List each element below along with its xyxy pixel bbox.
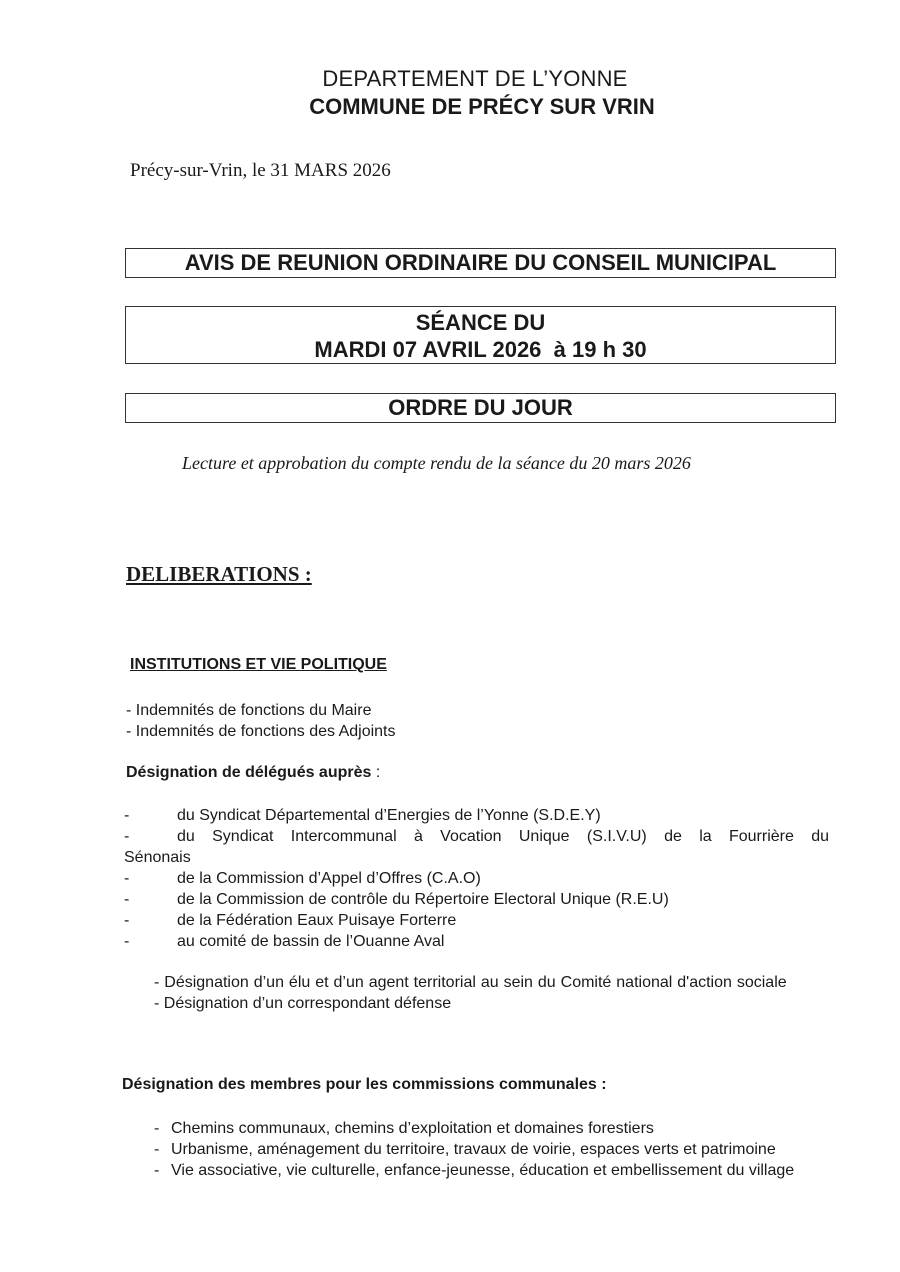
delegate-item-continuation: Sénonais: [124, 849, 191, 866]
commune-heading: COMMUNE DE PRÉCY SUR VRIN: [309, 94, 655, 119]
delegates-list: [124, 805, 829, 952]
institutions-title: INSTITUTIONS ET VIE POLITIQUE: [130, 656, 387, 673]
list-item: [154, 1139, 828, 1160]
notice-title-box: [125, 248, 836, 278]
dash-marker: -: [154, 1120, 160, 1137]
delegate-item: de la Commission d’Appel d’Offres (C.A.O): [177, 870, 481, 887]
commissions-list: [154, 1118, 828, 1181]
list-item: [154, 1118, 828, 1139]
place-date: Précy-sur-Vrin, le 31 MARS 2026: [130, 160, 391, 181]
dash-marker: -: [124, 807, 130, 824]
agenda-title-box: [125, 393, 836, 423]
list-item: [124, 931, 829, 952]
list-item: [124, 805, 829, 826]
list-item: [124, 910, 829, 931]
delegates-title-text: Désignation de délégués auprès: [126, 764, 372, 781]
deliberations-title: DELIBERATIONS :: [126, 562, 312, 586]
list-item: - Désignation d’un correspondant défense: [154, 995, 452, 1012]
session-line1: SÉANCE DU: [415, 310, 546, 335]
commission-item: Urbanisme, aménagement du territoire, travaux de voirie, espaces verts et patrimoine: [171, 1141, 776, 1158]
dash-marker: -: [124, 870, 130, 887]
session-box: [125, 306, 836, 364]
agenda-title: ORDRE DU JOUR: [388, 395, 573, 420]
delegates-title-colon: :: [371, 764, 381, 781]
delegate-item: du Syndicat Intercommunal à Vocation Unique (S.I.V.U) de la Fourrière du: [177, 828, 829, 845]
session-line2: MARDI 07 AVRIL 2026 à 19 h 30: [314, 337, 647, 362]
delegate-item: de la Fédération Eaux Puisaye Forterre: [177, 912, 457, 929]
list-item: - Indemnités de fonctions du Maire: [126, 702, 372, 719]
commissions-title: Désignation des membres pour les commissions communales :: [122, 1076, 607, 1093]
dash-marker: -: [154, 1162, 160, 1179]
delegates-title: [126, 764, 380, 782]
dash-marker: -: [154, 1141, 160, 1158]
dash-marker: -: [124, 891, 130, 908]
delegate-item: de la Commission de contrôle du Répertoire Electoral Unique (R.E.U): [177, 891, 669, 908]
institutions-list: [126, 700, 396, 742]
delegate-item: du Syndicat Départemental d’Energies de l’Yonne (S.D.E.Y): [177, 807, 601, 824]
list-item: [154, 1160, 828, 1181]
department-heading: DEPARTEMENT DE L’YONNE: [322, 66, 628, 91]
list-item: [124, 889, 829, 910]
dash-marker: -: [124, 933, 130, 950]
commission-item: Vie associative, vie culturelle, enfance-jeunesse, éducation et embellissement du village: [171, 1162, 795, 1179]
other-designations-list: [154, 972, 828, 1014]
list-item: [124, 826, 829, 868]
dash-marker: -: [124, 912, 130, 929]
lecture-line: Lecture et approbation du compte rendu de la séance du 20 mars 2026: [182, 453, 691, 473]
notice-title: AVIS DE REUNION ORDINAIRE DU CONSEIL MUNICIPAL: [184, 250, 777, 275]
commission-item: Chemins communaux, chemins d’exploitation et domaines forestiers: [171, 1120, 654, 1137]
list-item: [124, 868, 829, 889]
list-item: - Indemnités de fonctions des Adjoints: [126, 723, 396, 740]
dash-marker: -: [124, 828, 130, 845]
list-item: - Désignation d’un élu et d’un agent territorial au sein du Comité national d'action sociale: [154, 974, 787, 991]
delegate-item: au comité de bassin de l’Ouanne Aval: [177, 933, 445, 950]
